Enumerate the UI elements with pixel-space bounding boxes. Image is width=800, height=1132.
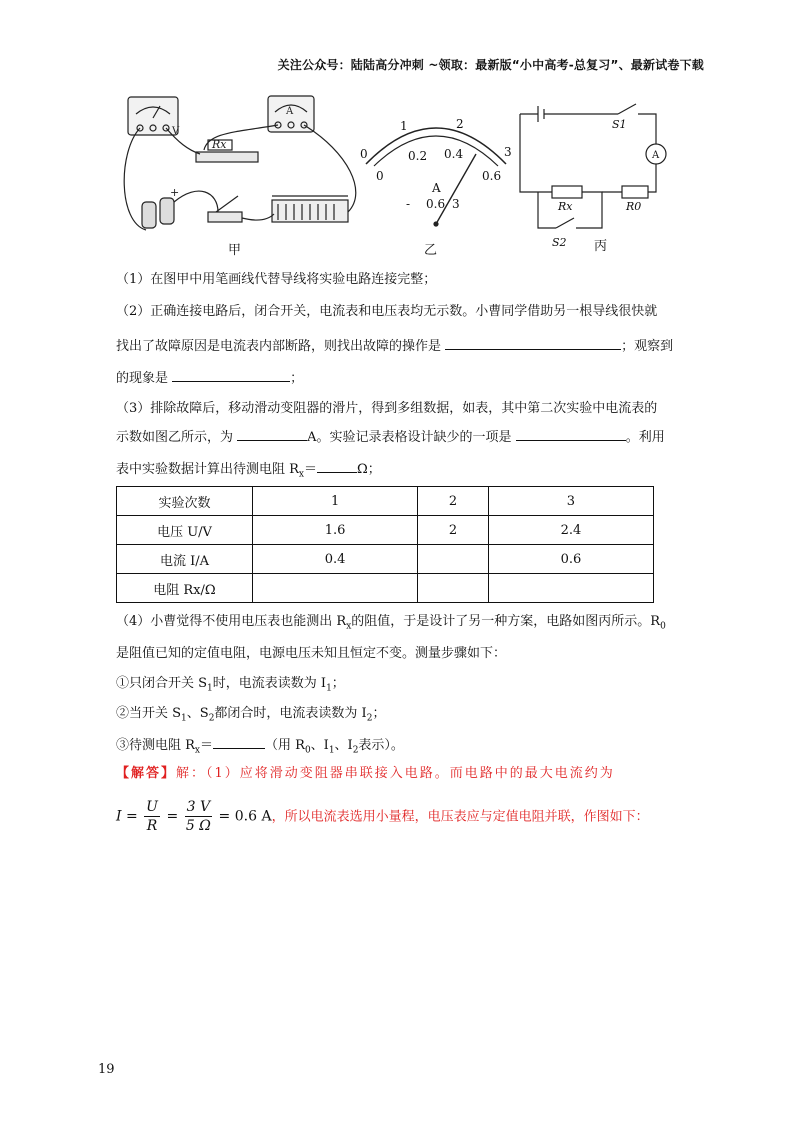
q3-text-c: 。利用 — [625, 430, 665, 445]
answer-blank — [445, 335, 621, 350]
page-header: 关注公众号：陆陆高分冲刺 ~领取：最新版“小中高考-总复习”、最新试卷下载 — [277, 58, 704, 72]
formula-lhs: I = — [116, 808, 138, 825]
step3-text-c: （用 R — [265, 738, 305, 753]
step1-text-a: ①只闭合开关 S — [116, 676, 208, 691]
inner-tick-3: 0.6 — [482, 169, 502, 183]
table-cell: 2 — [418, 487, 489, 516]
question-2-line-1: （2）正确连接电路后，闭合开关，电流表和电压表均无示数。小曹同学借助另一根导线很快就 — [116, 304, 658, 319]
figure-yi-label: 乙 — [424, 243, 438, 258]
step3-text-d: 、I — [310, 738, 329, 753]
figures-row — [108, 92, 698, 262]
inner-tick-0: 0 — [376, 169, 384, 183]
inner-tick-1: 0.2 — [408, 149, 428, 163]
fraction-u-over-r — [144, 798, 160, 835]
answer-tag: 【解答】 — [116, 766, 177, 781]
battery-plus-sign: + — [170, 186, 180, 199]
sub-1d: 1 — [328, 745, 335, 756]
step1-text-b: 时，电流表读数为 I — [212, 676, 327, 691]
answer-line-1 — [116, 764, 615, 784]
question-2-line-3 — [116, 367, 303, 389]
figure-jia-label: 甲 — [228, 243, 242, 258]
q3-text-e: ＝ — [304, 462, 318, 477]
table-cell: 2.4 — [488, 516, 653, 545]
answer-text: 解：（1）应将滑动变阻器串联接入电路。而电路中的最大电流约为 — [176, 766, 615, 781]
q2-text-a: 找出了故障原因是电流表内部断路，则找出故障的操作是 — [116, 339, 442, 354]
question-3-line-1: （3）排除故障后，移动滑动变阻器的滑片，得到多组数据，如表，其中第二次实验中电流表的 — [116, 401, 658, 416]
q3-text-b: A。实验记录表格设计缺少的一项是 — [307, 430, 512, 445]
outer-tick-0: 0 — [360, 147, 368, 161]
terminal-minus: - — [406, 197, 411, 211]
table-row — [117, 574, 654, 603]
table-cell: 1.6 — [253, 516, 418, 545]
fraction-numerator: U — [146, 799, 158, 815]
step1-text-c: ； — [331, 676, 345, 691]
page-number: 19 — [98, 1062, 115, 1077]
fraction-denominator: R — [146, 818, 158, 834]
table-cell: 实验次数 — [117, 487, 253, 516]
sub-1c: 1 — [181, 713, 187, 724]
q4-text-b: 的阻值，于是设计了另一种方案，电路如图丙所示。R — [351, 614, 661, 629]
step2-text-a: ②当开关 S — [116, 706, 182, 721]
table-cell: 3 — [488, 487, 653, 516]
outer-tick-2: 2 — [456, 117, 464, 131]
table-cell — [418, 545, 489, 574]
q3-text-d: 表中实验数据计算出待测电阻 R — [116, 462, 299, 477]
ammeter-letter: A — [286, 106, 294, 117]
q4-sub-0: 0 — [660, 621, 666, 632]
answer-blank — [516, 426, 626, 441]
bing-r0-label: R0 — [626, 200, 642, 213]
fraction-3v-over-5ohm — [185, 798, 212, 835]
formula-tail: ，所以电流表选用小量程，电压表应与定值电阻并联，作图如下： — [271, 809, 649, 825]
answer-blank — [237, 426, 307, 441]
figure-bing-circuit — [520, 104, 666, 228]
q3-sub-x: x — [298, 469, 304, 480]
table-cell: 电压 U/V — [117, 516, 253, 545]
fraction-numerator: 3 V — [186, 799, 211, 815]
step2-text-b: 、S — [186, 706, 209, 721]
sub-2: 2 — [208, 713, 215, 724]
question-4-line-2: 是阻值已知的定值电阻，电源电压未知且恒定不变。测量步骤如下： — [116, 646, 507, 661]
table-cell: 2 — [418, 516, 489, 545]
sub-1: 1 — [207, 683, 213, 694]
question-3-line-3 — [116, 458, 381, 485]
step-2 — [116, 704, 385, 729]
table-row — [117, 545, 654, 574]
table-header-row — [117, 487, 654, 516]
record-table — [116, 486, 654, 603]
formula-equals: = — [166, 808, 179, 825]
fraction-denominator: 5 Ω — [185, 818, 211, 834]
question-2-line-2 — [116, 335, 673, 357]
question-4-line-1 — [116, 612, 666, 637]
step-1 — [116, 674, 345, 699]
q2-text-d: ； — [290, 371, 304, 386]
table-cell: 0.6 — [488, 545, 653, 574]
current-formula — [116, 798, 649, 835]
bing-s1-label: S1 — [612, 118, 627, 131]
table-cell: 1 — [253, 487, 418, 516]
dial-unit: A — [432, 181, 441, 195]
step3-sub-0: 0 — [304, 745, 311, 756]
question-3-line-2 — [116, 426, 665, 448]
table-cell: 0.4 — [253, 545, 418, 574]
answer-blank — [317, 458, 357, 473]
step2-text-c: 都闭合时，电流表读数为 I — [214, 706, 367, 721]
sub-1b: 1 — [326, 683, 332, 694]
terminal-3: 3 — [452, 197, 460, 211]
terminal-0-6: 0.6 — [426, 197, 446, 211]
answer-blank — [172, 367, 290, 382]
voltmeter-icon: V — [172, 126, 180, 137]
q3-text-f: Ω； — [357, 462, 381, 477]
figure-jia — [124, 96, 356, 230]
table-cell — [488, 574, 653, 603]
outer-tick-1: 1 — [400, 119, 408, 133]
answer-blank — [213, 734, 265, 749]
table-cell: 电流 I/A — [117, 545, 253, 574]
table-cell — [418, 574, 489, 603]
question-1: （1）在图甲中用笔画线代替导线将实验电路连接完整； — [116, 272, 437, 287]
table-cell — [253, 574, 418, 603]
inner-tick-2: 0.4 — [444, 147, 464, 161]
q4-sub-x: x — [346, 621, 352, 632]
step3-text-f: 表示）。 — [358, 738, 404, 753]
step3-text-a: ③待测电阻 R — [116, 738, 195, 753]
outer-tick-3: 3 — [504, 145, 512, 159]
step3-text-e: 、I — [334, 738, 353, 753]
formula-rhs: = 0.6 A — [218, 808, 272, 825]
bing-ammeter-letter: A — [652, 150, 660, 161]
step-3 — [116, 734, 404, 761]
bing-s2-label: S2 — [552, 236, 567, 249]
bing-rx-label: Rx — [558, 200, 573, 213]
figure-bing-label: 丙 — [594, 239, 608, 254]
step3-text-b: ＝ — [200, 738, 214, 753]
table-cell: 电阻 Rx/Ω — [117, 574, 253, 603]
jia-rx-label: Rx — [212, 138, 227, 151]
sub-2b: 2 — [366, 713, 373, 724]
q3-text-a: 示数如图乙所示，为 — [116, 430, 234, 445]
q4-text-a: （4）小曹觉得不使用电压表也能测出 R — [116, 614, 347, 629]
table-row — [117, 516, 654, 545]
q2-text-b: ；观察到 — [621, 339, 674, 354]
step3-sub-x: x — [194, 745, 200, 756]
step2-text-d: ； — [372, 706, 386, 721]
q2-text-c: 的现象是 — [116, 371, 169, 386]
sub-2c: 2 — [352, 745, 359, 756]
